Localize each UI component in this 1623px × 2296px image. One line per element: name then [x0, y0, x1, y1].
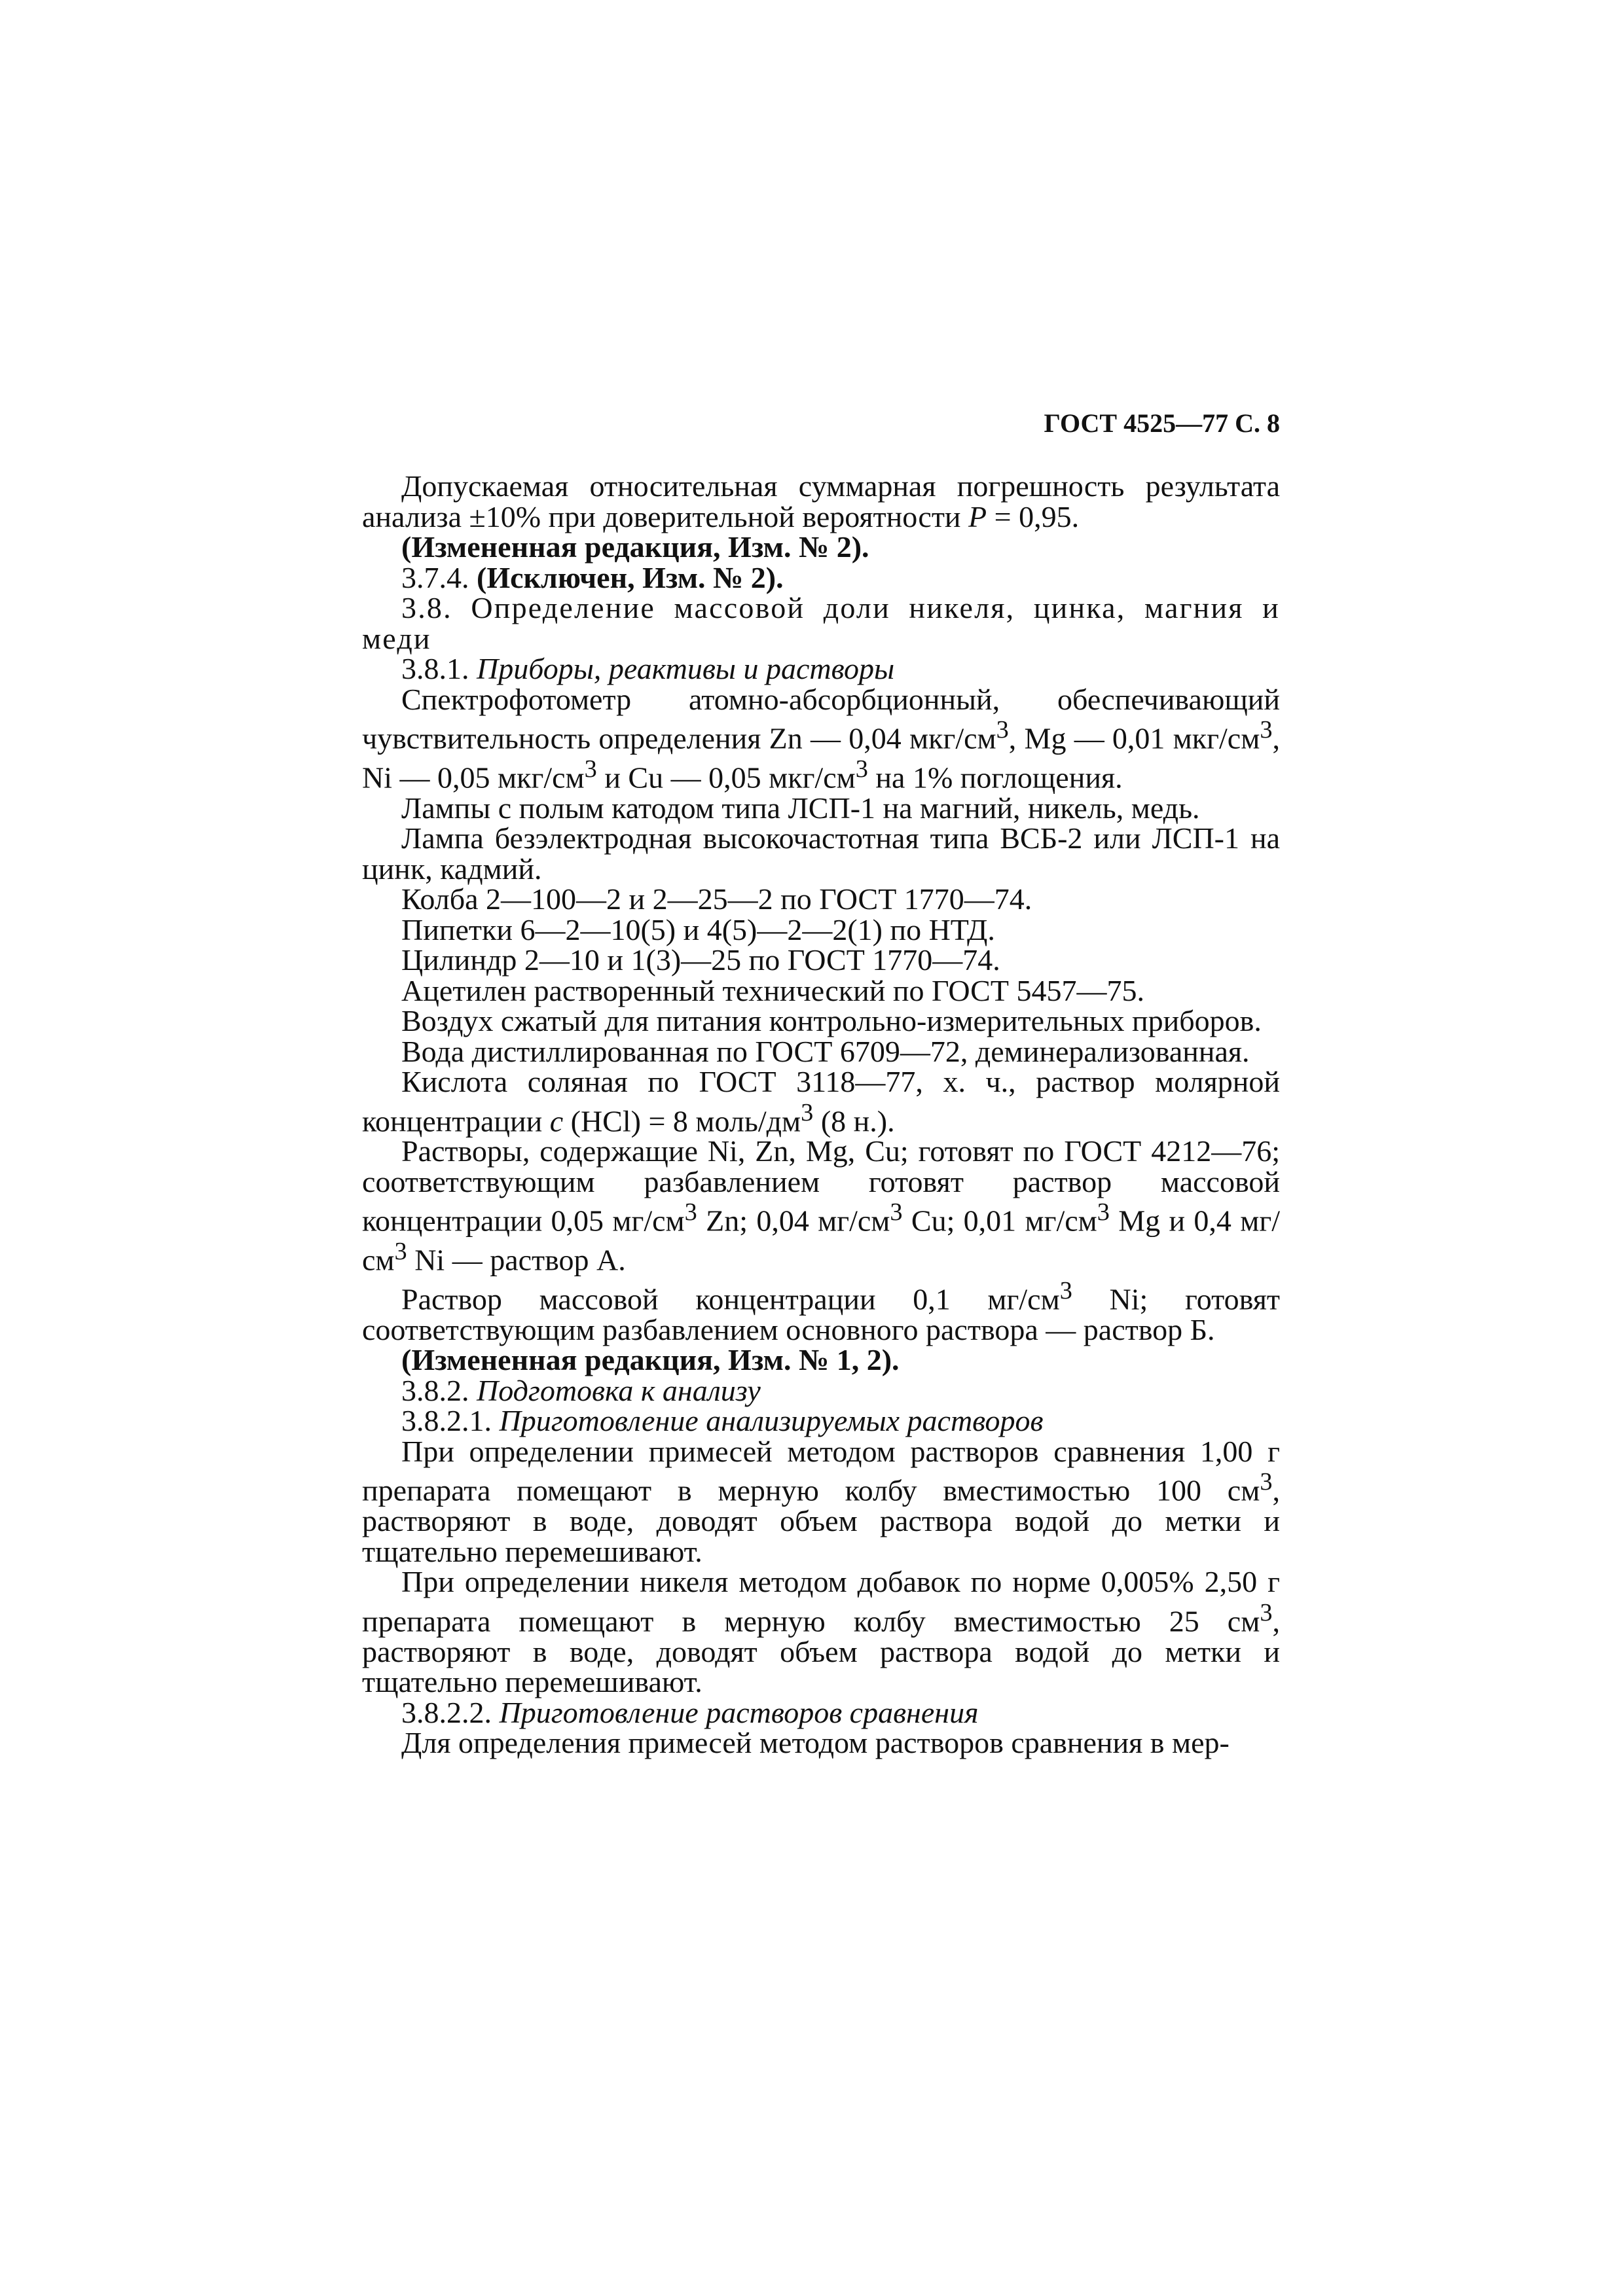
clause-3-8-2-2: 3.8.2.2. Приготовление растворов сравнения: [401, 1695, 979, 1729]
item-solutions-a: Растворы, содержащие Ni, Zn, Mg, Cu; готовят по ГОСТ 4212—76; соответствующим разбавлением готовят раствор массовой концентрации 0,05 $мг/см^3$ Zn; 0,04 $мг/см^3$ Cu; 0,01 $мг/см^3$ Mg и 0,4 $мг/см^3$ Ni — раствор А.: [362, 1134, 1281, 1277]
item-compressed-air: Воздух сжатый для питания контрольно-измерительных приборов.: [401, 1004, 1262, 1038]
amendment-note: (Измененная редакция, Изм. № 1, 2).: [401, 1343, 900, 1377]
item-cylinder: Цилиндр 2—10 и 1(3)—25 по ГОСТ 1770—74.: [401, 943, 1000, 977]
clause-3-7-4: 3.7.4. (Исключен, Изм. № 2).: [401, 560, 784, 594]
item-flask: Колба 2—100—2 и 2—25—2 по ГОСТ 1770—74.: [401, 882, 1032, 916]
clause-3-8-2: 3.8.2. Подготовка к анализу: [401, 1373, 761, 1407]
item-solution-b: Раствор массовой концентрации 0,1 $мг/см^3$ Ni; готовят соответствующим разбавлением основного раствора — раствор Б.: [362, 1277, 1280, 1346]
item-hydrochloric-acid: Кислота соляная по ГОСТ 3118—77, х. ч., раствор молярной концентрации c (HCl) = 8 моль/$дм^3$ (8 н.).: [362, 1065, 1280, 1138]
paragraph-comparison-method: При определении примесей методом растворов сравнения 1,00 г препарата помещают в мерную колбу вместимостью 100 $см^3$, растворяют в воде, доводят объем раствора водой до метки и тщательно перемешивают.: [362, 1434, 1280, 1568]
clause-3-8-1: 3.8.1. Приборы, реактивы и растворы: [401, 652, 895, 685]
document-body: [362, 471, 1280, 1759]
item-pipettes: Пипетки 6—2—10(5) и 4(5)—2—2(1) по НТД.: [401, 912, 995, 946]
item-lamps-hollow-cathode: Лампы с полым катодом типа ЛСП-1 на магний, никель, медь.: [401, 791, 1200, 825]
clause-3-8-2-1: 3.8.2.1. Приготовление анализируемых растворов: [401, 1404, 1044, 1438]
paragraph-addition-method: При определении никеля методом добавок по норме 0,005% 2,50 г препарата помещают в мерную колбу вместимостью 25 $см^3$, растворяют в воде, доводят объем раствора водой до метки и тщательно перемешивают.: [362, 1565, 1280, 1699]
section-3-8-heading: 3.8. Определение массовой доли никеля, цинка, магния и меди: [362, 591, 1280, 655]
item-lamp-electrodeless: Лампа безэлектродная высокочастотная типа ВСБ-2 или ЛСП-1 на цинк, кадмий.: [362, 821, 1280, 886]
item-water: Вода дистиллированная по ГОСТ 6709—72, деминерализованная.: [401, 1034, 1250, 1068]
item-acetylene: Ацетилен растворенный технический по ГОСТ 5457—75.: [401, 973, 1144, 1007]
paragraph-error-tolerance: Допускаемая относительная суммарная погрешность результата анализа ±10% при доверительной вероятности P = 0,95.: [362, 469, 1280, 533]
page-header: ГОСТ 4525—77 С. 8: [1044, 408, 1280, 438]
paragraph-last: Для определения примесей методом растворов сравнения в мер-: [401, 1726, 1230, 1760]
item-spectrophotometer: Спектрофотометр атомно-абсорбционный, обеспечивающий чувствительность определения Zn — 0,04 мкг/$см^3$, Mg — 0,01 мкг/$см^3$, Ni — 0,05 мкг/$см^3$ и Cu — 0,05 мкг/$см^3$ на 1% поглощения.: [362, 682, 1280, 795]
amendment-note: (Измененная редакция, Изм. № 2).: [401, 530, 869, 564]
